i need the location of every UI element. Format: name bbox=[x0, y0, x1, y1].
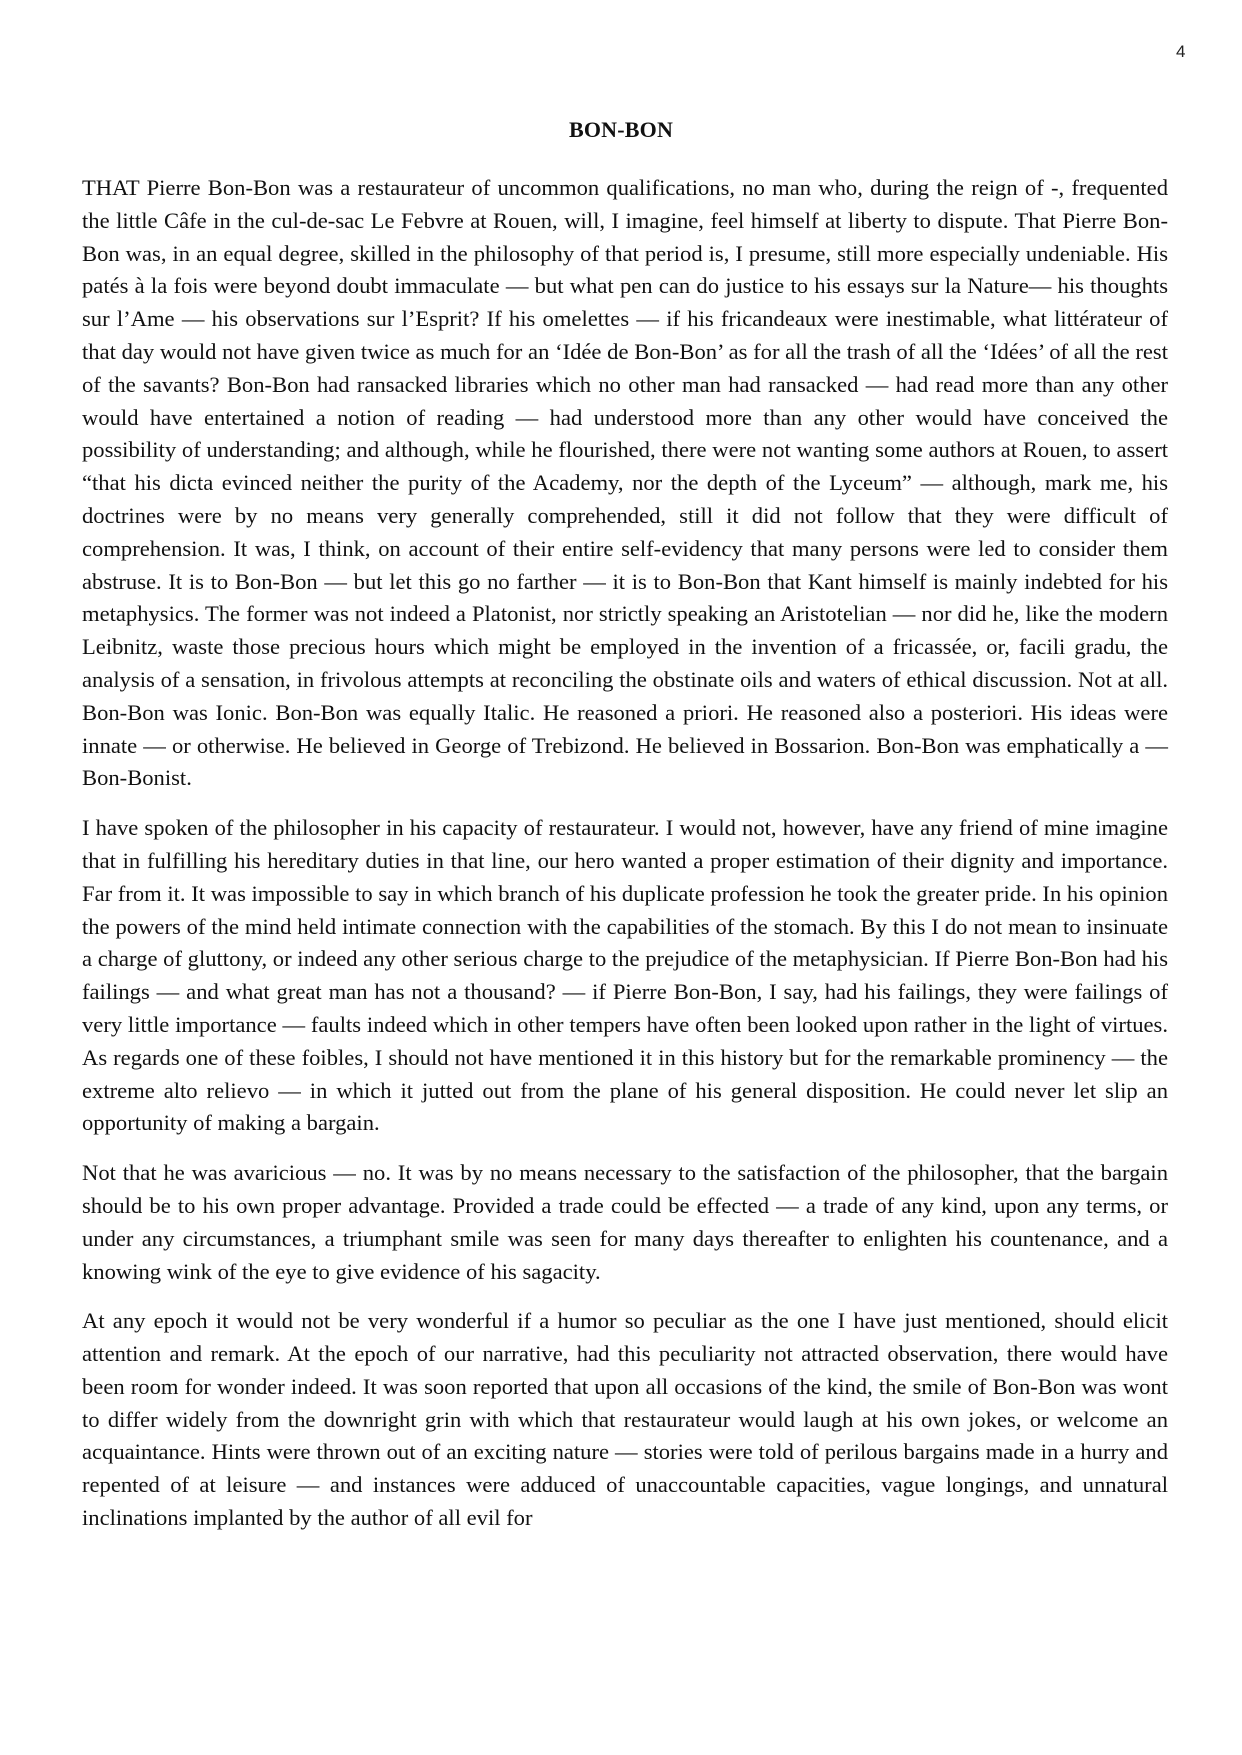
document-body bbox=[82, 172, 1168, 1552]
paragraph-4: At any epoch it would not be very wonderful if a humor so peculiar as the one I have just mentioned, should elicit attention and remark. At the epoch of our narrative, had this peculiarity not attracted observation, there would have been room for wonder indeed. It was soon reported that upon all occasions of the kind, the smile of Bon-Bon was wont to differ widely from the downright grin with which that restaurateur would laugh at his own jokes, or welcome an acquaintance. Hints were thrown out of an exciting nature — stories were told of perilous bargains made in a hurry and repented of at leisure — and instances were adduced of unaccountable capacities, vague longings, and unnatural inclinations implanted by the author of all evil for bbox=[82, 1308, 1168, 1531]
page-number: 4 bbox=[1176, 42, 1186, 61]
paragraph-1: THAT Pierre Bon-Bon was a restaurateur of uncommon qualifications, no man who, during the reign of -, frequented the little Câfe in the cul-de-sac Le Febvre at Rouen, will, I imagine, feel himself at liberty to dispute. That Pierre Bon-Bon was, in an equal degree, skilled in the philosophy of that period is, I presume, still more especially undeniable. His patés à la fois were beyond doubt immaculate — but what pen can do justice to his essays sur la Nature— his thoughts sur l’Ame — his observations sur l’Esprit? If his omelettes — if his fricandeaux were inestimable, what littérateur of that day would not have given twice as much for an ‘Idée de Bon-Bon’ as for all the trash of all the ‘Idées’ of all the rest of the savants? Bon-Bon had ransacked libraries which no other man had ransacked — had read more than any other would have entertained a notion of reading — had understood more than any other would have conceived the possibility of understanding; and although, while he flourished, there were not wanting some authors at Rouen, to assert “that his dicta evinced neither the purity of the Academy, nor the depth of the Lyceum” — although, mark me, his doctrines were by no means very generally comprehended, still it did not follow that they were difficult of comprehension. It was, I think, on account of their entire self-evidency that many persons were led to consider them abstruse. It is to Bon-Bon — but let this go no farther — it is to Bon-Bon that Kant himself is mainly indebted for his metaphysics. The former was not indeed a Platonist, nor strictly speaking an Aristotelian — nor did he, like the modern Leibnitz, waste those precious hours which might be employed in the invention of a fricassée, or, facili gradu, the analysis of a sensation, in frivolous attempts at reconciling the obstinate oils and waters of ethical discussion. Not at all. Bon-Bon was Ionic. Bon-Bon was equally Italic. He reasoned a priori. He reasoned also a posteriori. His ideas were innate — or otherwise. He believed in George of Trebizond. He believed in Bossarion. Bon-Bon was emphatically a — Bon-Bonist. bbox=[82, 175, 1168, 791]
page-title: BON-BON bbox=[568, 117, 674, 142]
paragraph-3: Not that he was avaricious — no. It was by no means necessary to the satisfaction of the philosopher, that the bargain should be to his own proper advantage. Provided a trade could be effected — a trade of any kind, upon any terms, or under any circumstances, a triumphant smile was seen for many days thereafter to enlighten his countenance, and a knowing wink of the eye to give evidence of his sagacity. bbox=[82, 1160, 1168, 1284]
paragraph-2: I have spoken of the philosopher in his capacity of restaurateur. I would not, however, have any friend of mine imagine that in fulfilling his hereditary duties in that line, our hero wanted a proper estimation of their dignity and importance. Far from it. It was impossible to say in which branch of his duplicate profession he took the greater pride. In his opinion the powers of the mind held intimate connection with the capabilities of the stomach. By this I do not mean to insinuate a charge of gluttony, or indeed any other serious charge to the prejudice of the metaphysician. If Pierre Bon-Bon had his failings — and what great man has not a thousand? — if Pierre Bon-Bon, I say, had his failings, they were failings of very little importance — faults indeed which in other tempers have often been looked upon rather in the light of virtues. As regards one of these foibles, I should not have mentioned it in this history but for the remarkable prominency — the extreme alto relievo — in which it jutted out from the plane of his general disposition. He could never let slip an opportunity of making a bargain. bbox=[82, 815, 1168, 1136]
